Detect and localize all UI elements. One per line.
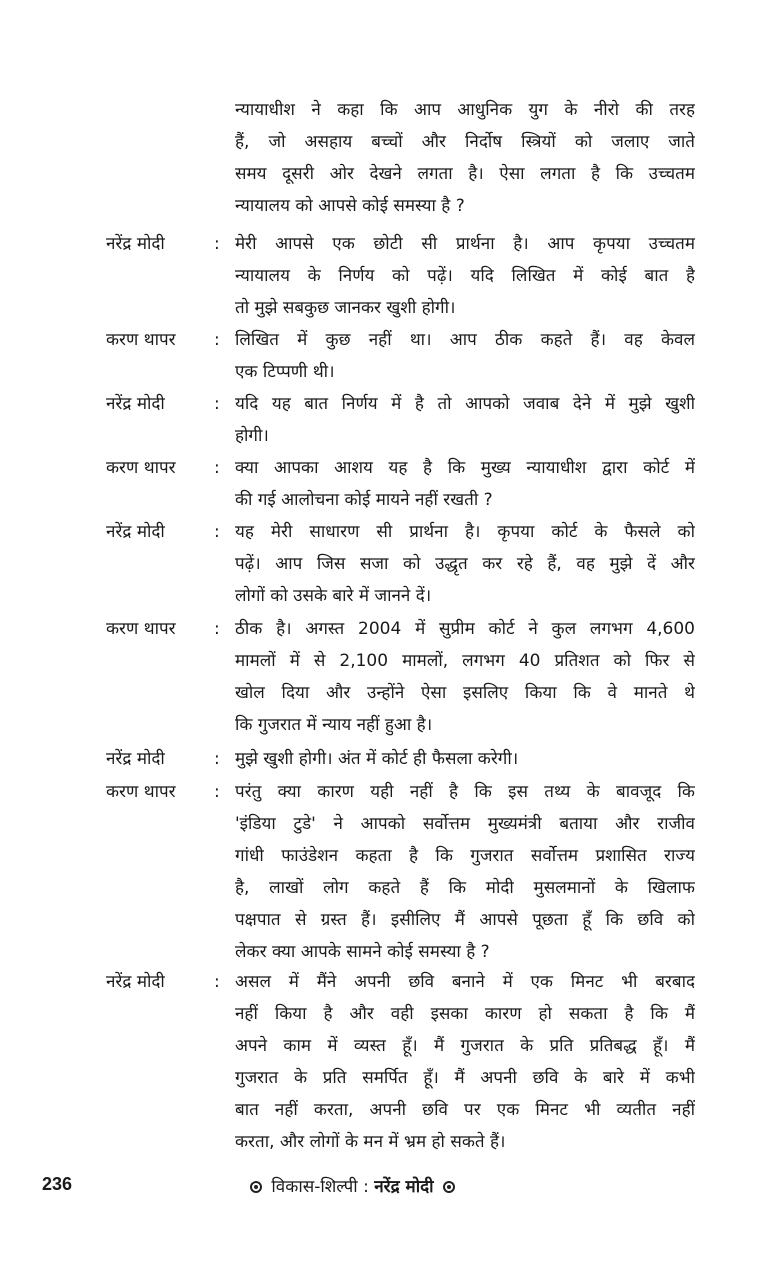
speaker-separator: : [214, 394, 220, 414]
dialogue-text [235, 388, 695, 452]
speaker-name: करण थापर [106, 458, 176, 478]
text-line: न्यायालय को आपसे कोई समस्या है ? [235, 196, 465, 216]
text-line: समय दूसरी ओर देखने लगता है। ऐसा लगता है कि उच्चतम [235, 164, 695, 184]
flower-ornament-icon [250, 1181, 262, 1193]
text-line: तो मुझे सबकुछ जानकर खुशी होगी। [235, 298, 456, 318]
speaker-name: नरेंद्र मोदी [106, 749, 165, 769]
running-title-name: नरेंद्र मोदी [374, 1177, 434, 1197]
dialogue-text [235, 776, 695, 968]
text-line: गुजरात के प्रति समर्पित हूँ। मैं अपनी छवि के बारे में कभी [235, 1068, 695, 1088]
text-line: लोगों को उसके बारे में जानने दें। [235, 586, 432, 606]
speaker-name: करण थापर [106, 619, 176, 639]
text-line: मामलों में से 2,100 मामलों, लगभग 40 प्रतिशत को फिर से [235, 651, 695, 671]
text-line: की गई आलोचना कोई मायने नहीं रखती ? [235, 490, 493, 510]
speaker-separator: : [214, 619, 220, 639]
text-line: यदि यह बात निर्णय में है तो आपको जवाब देने में मुझे खुशी [235, 394, 695, 414]
dialogue-text [235, 966, 695, 1158]
text-line: पढ़ें। आप जिस सजा को उद्धृत कर रहे हैं, वह मुझे दें और [235, 554, 695, 574]
text-line: असल में मैंने अपनी छवि बनाने में एक मिनट भी बरबाद [235, 972, 695, 992]
speaker-name: करण थापर [106, 782, 176, 802]
dialogue-text [235, 516, 695, 612]
dialogue-text [235, 613, 695, 741]
text-line: लिखित में कुछ नहीं था। आप ठीक कहते हैं। वह केवल [235, 330, 695, 350]
dialogue-text [235, 228, 695, 324]
text-line: 'इंडिया टुडे' ने आपको सर्वोत्तम मुख्यमंत्री बताया और राजीव [235, 814, 695, 834]
speaker-name: नरेंद्र मोदी [106, 972, 165, 992]
speaker-separator: : [214, 458, 220, 478]
text-line: नहीं किया है और वही इसका कारण हो सकता है कि मैं [235, 1004, 695, 1024]
speaker-separator: : [214, 234, 220, 254]
text-line: बात नहीं करता, अपनी छवि पर एक मिनट भी व्यतीत नहीं [235, 1100, 695, 1120]
text-line: होगी। [235, 426, 269, 446]
running-title [246, 1174, 459, 1197]
text-line: यह मेरी साधारण सी प्रार्थना है। कृपया कोर्ट के फैसले को [235, 522, 695, 542]
running-title-prefix: विकास-शिल्पी : [271, 1177, 369, 1197]
speaker-name: नरेंद्र मोदी [106, 234, 165, 254]
dialogue-text [235, 324, 695, 388]
text-line: खोल दिया और उन्होंने ऐसा इसलिए किया कि वे मानते थे [235, 683, 695, 703]
dialogue-text [235, 452, 695, 516]
text-line: हैं, जो असहाय बच्चों और निर्दोष स्त्रियों को जलाए जाते [235, 132, 695, 152]
text-line: न्यायाधीश ने कहा कि आप आधुनिक युग के नीरो की तरह [235, 100, 695, 120]
speaker-name: नरेंद्र मोदी [106, 522, 165, 542]
speaker-separator: : [214, 522, 220, 542]
speaker-separator: : [214, 749, 220, 769]
text-line: करता, और लोगों के मन में भ्रम हो सकते हैं। [235, 1132, 506, 1152]
text-line: लेकर क्या आपके सामने कोई समस्या है ? [235, 942, 490, 962]
text-line: है, लाखों लोग कहते हैं कि मोदी मुसलमानों के खिलाफ [235, 878, 695, 898]
text-line: गांधी फाउंडेशन कहता है कि गुजरात सर्वोत्तम प्रशासित राज्य [235, 846, 695, 866]
speaker-separator: : [214, 330, 220, 350]
text-line: क्या आपका आशय यह है कि मुख्य न्यायाधीश द्वारा कोर्ट में [235, 458, 695, 478]
flower-ornament-icon [443, 1181, 455, 1193]
text-line: कि गुजरात में न्याय नहीं हुआ है। [235, 715, 433, 735]
text-line: मुझे खुशी होगी। अंत में कोर्ट ही फैसला करेगी। [235, 749, 519, 769]
speaker-name: करण थापर [106, 330, 176, 350]
text-line: न्यायालय के निर्णय को पढ़ें। यदि लिखित में कोई बात है [235, 266, 695, 286]
page-footer [0, 1172, 774, 1202]
speaker-name: नरेंद्र मोदी [106, 394, 165, 414]
text-line: मेरी आपसे एक छोटी सी प्रार्थना है। आप कृपया उच्चतम [235, 234, 695, 254]
speaker-separator: : [214, 782, 220, 802]
text-line: अपने काम में व्यस्त हूँ। मैं गुजरात के प्रति प्रतिबद्ध हूँ। मैं [235, 1036, 695, 1056]
speaker-separator: : [214, 972, 220, 992]
page-number: 236 [42, 1174, 73, 1194]
text-line: एक टिप्पणी थी। [235, 362, 335, 382]
text-line: पक्षपात से ग्रस्त हैं। इसीलिए मैं आपसे पूछता हूँ कि छवि को [235, 910, 695, 930]
text-line: ठीक है। अगस्त 2004 में सुप्रीम कोर्ट ने कुल लगभग 4,600 [235, 619, 695, 639]
dialogue-text [235, 94, 695, 222]
text-line: परंतु क्या कारण यही नहीं है कि इस तथ्य के बावजूद कि [235, 782, 695, 802]
dialogue-text [235, 743, 695, 775]
